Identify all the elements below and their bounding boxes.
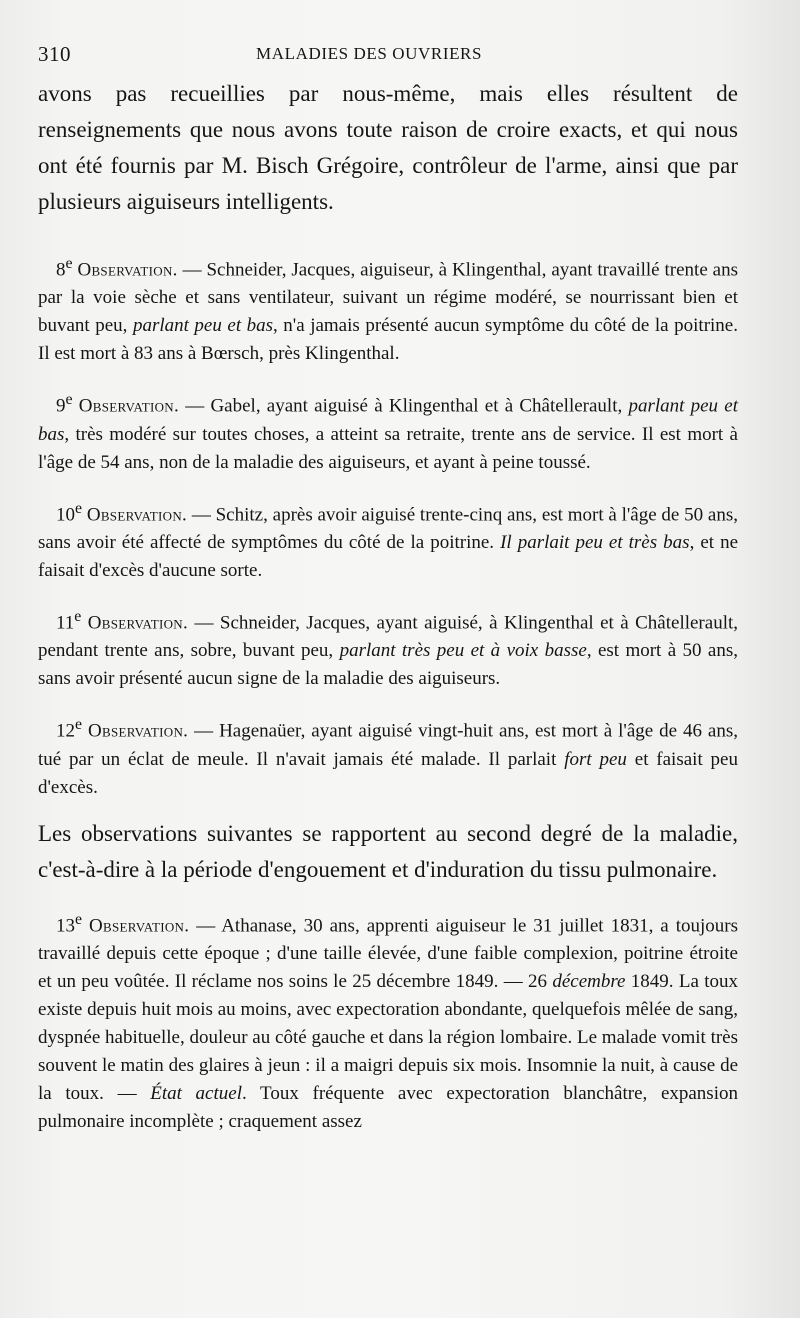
observation-number: 10	[56, 503, 75, 525]
running-title: MALADIES DES OUVRIERS	[256, 44, 483, 63]
observation-ordinal: e	[75, 716, 83, 734]
observation-ordinal: e	[75, 499, 83, 517]
observation-ordinal: e	[75, 910, 83, 928]
observation-text: , est mort à 50 ans, sans avoir présenté aucun signe de la maladie des aiguiseurs.	[38, 640, 738, 690]
observation-9	[38, 386, 738, 476]
observation-text: — Schneider, Jacques, aiguiseur, à Klingenthal, ayant travaillé trente ans par la voie sèche et sans ventilateur, suivant un régime modéré, se nourrissant bien et buvant peu,	[38, 259, 738, 337]
observation-italic: fort peu	[564, 748, 627, 770]
observation-text: — Hagenaüer, ayant aiguisé vingt-huit ans, est mort à l'âge de 46 ans, tué par un éclat de meule. Il n'avait jamais été malade. Il parlait	[38, 720, 739, 770]
observation-13	[38, 906, 738, 1136]
observation-text: — Schitz, après avoir aiguisé trente-cinq ans, est mort à l'âge de 50 ans, sans avoir été affecté de symptômes du côté de la poitrine.	[38, 503, 738, 553]
observation-label: Observation.	[89, 914, 190, 936]
observation-text: 1849. La toux existe depuis huit mois au moins, avec expectoration abondante, quelquefois mêlée de sang, dyspnée habituelle, douleur au côté gauche et dans la région lombaire. Le malade vomit très souvent le matin des glaires à jeun : il a maigri depuis six mois. Insomnie la nuit, à cause de la toux. —	[38, 970, 738, 1104]
intro-paragraph: avons pas recueillies par nous-même, mais elles résultent de renseignements que nous avons toute raison de croire exacts, et qui nous ont été fournis par M. Bisch Grégoire, contrôleur de l'arme, ainsi que par plusieurs aiguiseurs intelligents.	[38, 81, 738, 214]
observation-text: et faisait peu d'excès.	[38, 748, 738, 798]
observation-italic: Il parlait peu et très bas	[500, 531, 690, 553]
observation-12	[38, 711, 738, 801]
observation-ordinal: e	[74, 607, 82, 625]
page-body	[38, 76, 738, 1136]
observation-10	[38, 495, 738, 585]
page-number: 310	[38, 42, 71, 66]
section-intro-paragraph: Les observations suivantes se rapportent au second degré de la maladie, c'est-à-dire à la période d'engouement et d'induration du tissu pulmonaire.	[38, 820, 738, 882]
observation-text: — Athanase, 30 ans, apprenti aiguiseur le 31 juillet 1831, a toujours travaillé depuis cette époque ; d'une taille élevée, d'une faible complexion, poitrine étroite et un peu voûtée. Il réclame nos soins le 25 décembre 1849. — 26	[38, 914, 739, 992]
observation-number: 13	[56, 914, 75, 936]
observation-text: , et ne faisait d'excès d'aucune sorte.	[38, 531, 738, 581]
observation-ordinal: e	[65, 255, 73, 272]
observation-italic: parlant peu et bas	[38, 395, 738, 445]
observation-label: Observation.	[78, 395, 180, 417]
observation-italic: parlant très peu et à voix basse	[339, 640, 587, 662]
observation-text: — Schneider, Jacques, ayant aiguisé, à Klingenthal et à Châtellerault, pendant trente ans, sobre, buvant peu,	[38, 612, 739, 662]
observation-number: 12	[56, 720, 75, 742]
observation-text: — Gabel, ayant aiguisé à Klingenthal et à Châtellerault,	[179, 395, 629, 417]
observation-italic: décembre	[552, 970, 626, 992]
observation-label: Observation.	[86, 503, 188, 525]
observation-italic: parlant peu et bas	[132, 315, 274, 337]
observation-11	[38, 603, 738, 693]
observation-ordinal: e	[65, 391, 73, 409]
observation-text: . Toux fréquente avec expectoration blanchâtre, expansion pulmonaire incomplète ; craquement assez	[38, 1082, 738, 1132]
observation-label: Observation.	[87, 612, 189, 634]
observation-number: 9	[56, 395, 66, 417]
observation-italic: État actuel	[150, 1082, 242, 1104]
observation-8	[38, 250, 738, 368]
observation-label: Observation.	[77, 259, 178, 281]
observation-text: , très modéré sur toutes choses, a atteint sa retraite, trente ans de service. Il est mort à l'âge de 54 ans, non de la maladie des aiguiseurs, et ayant à peine toussé.	[38, 423, 738, 473]
observation-number: 8	[56, 259, 66, 281]
observation-text: , n'a jamais présenté aucun symptôme du côté de la poitrine. Il est mort à 83 ans à Bœrsch, près Klingenthal.	[38, 315, 738, 365]
observation-label: Observation.	[87, 720, 189, 742]
observation-number: 11	[56, 612, 75, 634]
